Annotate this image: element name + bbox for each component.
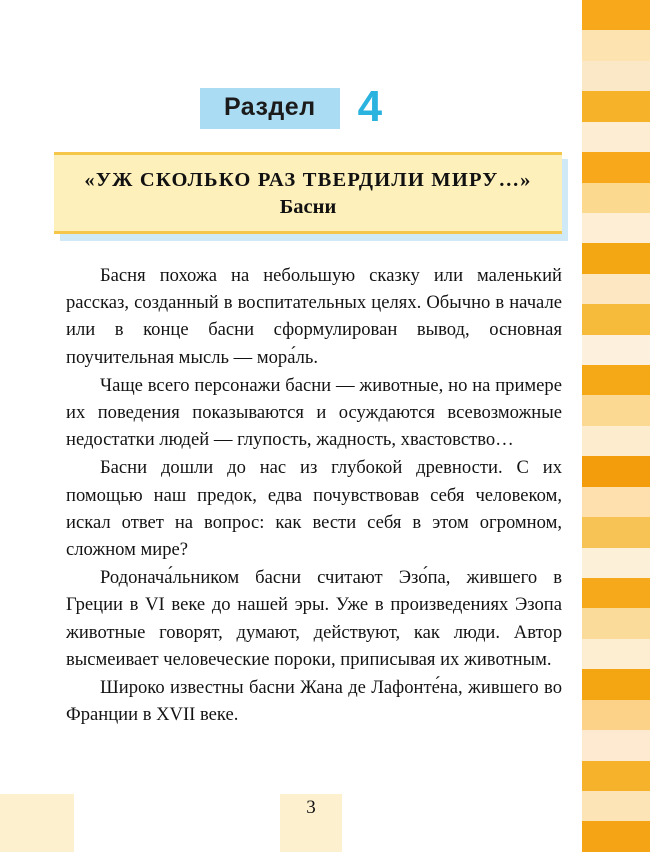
- section-number: 4: [357, 81, 383, 131]
- color-band: [582, 548, 650, 578]
- color-band: [582, 243, 650, 273]
- title-banner: [54, 152, 562, 234]
- color-band: [582, 669, 650, 699]
- bottom-left-corner-block: [0, 794, 74, 852]
- color-band: [582, 700, 650, 730]
- body-paragraph: Широко известны басни Жана де Лафонте́на, жившего во Франции в XVII веке.: [66, 677, 562, 726]
- color-band: [582, 30, 650, 60]
- page-number: 3: [306, 797, 316, 818]
- color-band: [582, 426, 650, 456]
- color-band: [582, 183, 650, 213]
- body-paragraph: Родонача́льником басни считают Эзо́па, жившего в Греции в VI веке до нашей эры. Уже в произведениях Эзопа животные говорят, думают, действуют, как люди. Автор высмеивает человеческие пороки, приписывая их животным.: [66, 567, 562, 670]
- color-band: [582, 335, 650, 365]
- color-band: [582, 61, 650, 91]
- color-band: [582, 791, 650, 821]
- body-paragraph: Чаще всего персонажи басни — животные, но на примере их поведения показываются и осуждаются всевозможные недостатки людей — глупость, жадность, хвастовство…: [66, 374, 562, 451]
- color-band: [582, 395, 650, 425]
- body-paragraph: Басня похожа на небольшую сказку или маленький рассказ, созданный в воспитательных целях. Обычно в начале или в конце басни сформулирован вывод, основная поучительная мысль — мора́ль.: [66, 265, 562, 368]
- color-band: [582, 639, 650, 669]
- color-band: [582, 761, 650, 791]
- section-header: [0, 81, 582, 131]
- color-band: [582, 274, 650, 304]
- title-line-secondary: Басни: [279, 196, 337, 218]
- title-line-primary: «УЖ СКОЛЬКО РАЗ ТВЕРДИЛИ МИРУ…»: [84, 169, 532, 191]
- color-band: [582, 608, 650, 638]
- color-band: [582, 730, 650, 760]
- color-band: [582, 122, 650, 152]
- section-label: Раздел: [200, 88, 340, 129]
- color-band: [582, 91, 650, 121]
- color-band: [582, 487, 650, 517]
- color-band: [582, 821, 650, 851]
- color-band: [582, 365, 650, 395]
- color-band: [582, 152, 650, 182]
- body-paragraph: Басни дошли до нас из глубокой древности. С их помощью наш предок, едва почувствовав себя человеком, искал ответ на вопрос: как вести себя в этом огромном, сложном мире?: [66, 457, 562, 561]
- color-band: [582, 0, 650, 30]
- color-band: [582, 578, 650, 608]
- color-band: [582, 517, 650, 547]
- color-band: [582, 456, 650, 486]
- color-band: [582, 213, 650, 243]
- decorative-color-strip: [582, 0, 650, 852]
- body-text: [66, 262, 562, 728]
- color-band: [582, 304, 650, 334]
